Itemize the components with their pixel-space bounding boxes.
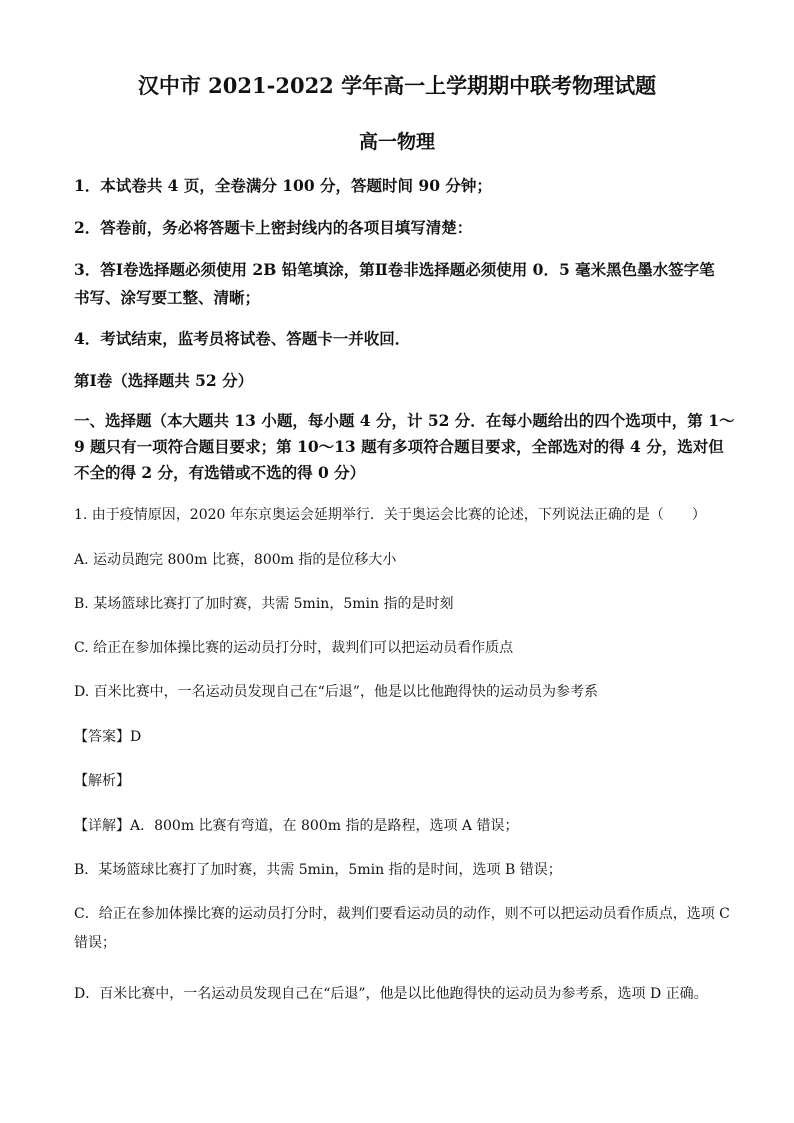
option-c: C. 给正在参加体操比赛的运动员打分时，裁判们可以把运动员看作质点 bbox=[74, 640, 514, 656]
instruction-line-3: 3．答Ⅰ卷选择题必须使用 2B 铅笔填涂，第Ⅱ卷非选择题必须使用 0．5 毫米黑色墨水签字笔 bbox=[74, 260, 715, 279]
instruction-line-4: 4．考试结束，监考员将试卷、答题卡一并收回． bbox=[74, 329, 411, 348]
option-b: B. 某场篮球比赛打了加时赛，共需 5min，5min 指的是时刻 bbox=[74, 596, 454, 612]
question-1-stem: 1. 由于疫情原因，2020 年东京奥运会延期举行．关于奥运会比赛的论述，下列说法正确的是（ ） bbox=[74, 507, 706, 523]
exam-title: 汉中市 2021-2022 学年高一上学期期中联考物理试题 bbox=[137, 73, 657, 98]
option-d: D. 百米比赛中，一名运动员发现自己在“后退”，他是以比他跑得快的运动员为参考系 bbox=[74, 684, 598, 700]
detail-line-3-cont: 错误； bbox=[74, 935, 116, 951]
instruction-line-2: 2．答卷前，务必将答题卡上密封线内的各项目填写清楚： bbox=[74, 218, 473, 237]
detail-line-2: B．某场篮球比赛打了加时赛，共需 5min，5min 指的是时间，选项 B 错误； bbox=[74, 862, 562, 878]
detail-line-1: 【详解】A．800m 比赛有弯道，在 800m 指的是路程，选项 A 错误； bbox=[74, 818, 519, 834]
answer-label: 【答案】 bbox=[74, 729, 130, 745]
detail-line-4: D．百米比赛中，一名运动员发现自己在“后退”，他是以比他跑得快的运动员为参考系，选项 D 正确。 bbox=[74, 986, 708, 1002]
option-a: A. 运动员跑完 800m 比赛，800m 指的是位移大小 bbox=[74, 552, 397, 568]
answer-line bbox=[74, 726, 724, 746]
answer-value: D bbox=[130, 729, 142, 745]
section-description-line-1: 一、选择题（本大题共 13 小题，每小题 4 分，计 52 分．在每小题给出的四个选项中，第 1～ bbox=[74, 411, 735, 430]
part1-heading: 第Ⅰ卷（选择题共 52 分） bbox=[74, 371, 254, 390]
instruction-line-1: 1．本试卷共 4 页，全卷满分 100 分，答题时间 90 分钟； bbox=[74, 176, 492, 195]
analysis-label: 【解析】 bbox=[74, 773, 130, 789]
section-description-line-3: 不全的得 2 分，有选错或不选的得 0 分） bbox=[74, 463, 366, 482]
detail-line-3: C．给正在参加体操比赛的运动员打分时，裁判们要看运动员的动作，则不可以把运动员看作质点，选项 C bbox=[74, 906, 730, 922]
exam-subtitle: 高一物理 bbox=[358, 131, 435, 153]
instruction-line-3-cont: 书写、涂写要工整、清晰； bbox=[74, 288, 261, 307]
section-description-line-2: 9 题只有一项符合题目要求；第 10～13 题有多项符合题目要求，全部选对的得 4 分，选对但 bbox=[74, 437, 724, 456]
